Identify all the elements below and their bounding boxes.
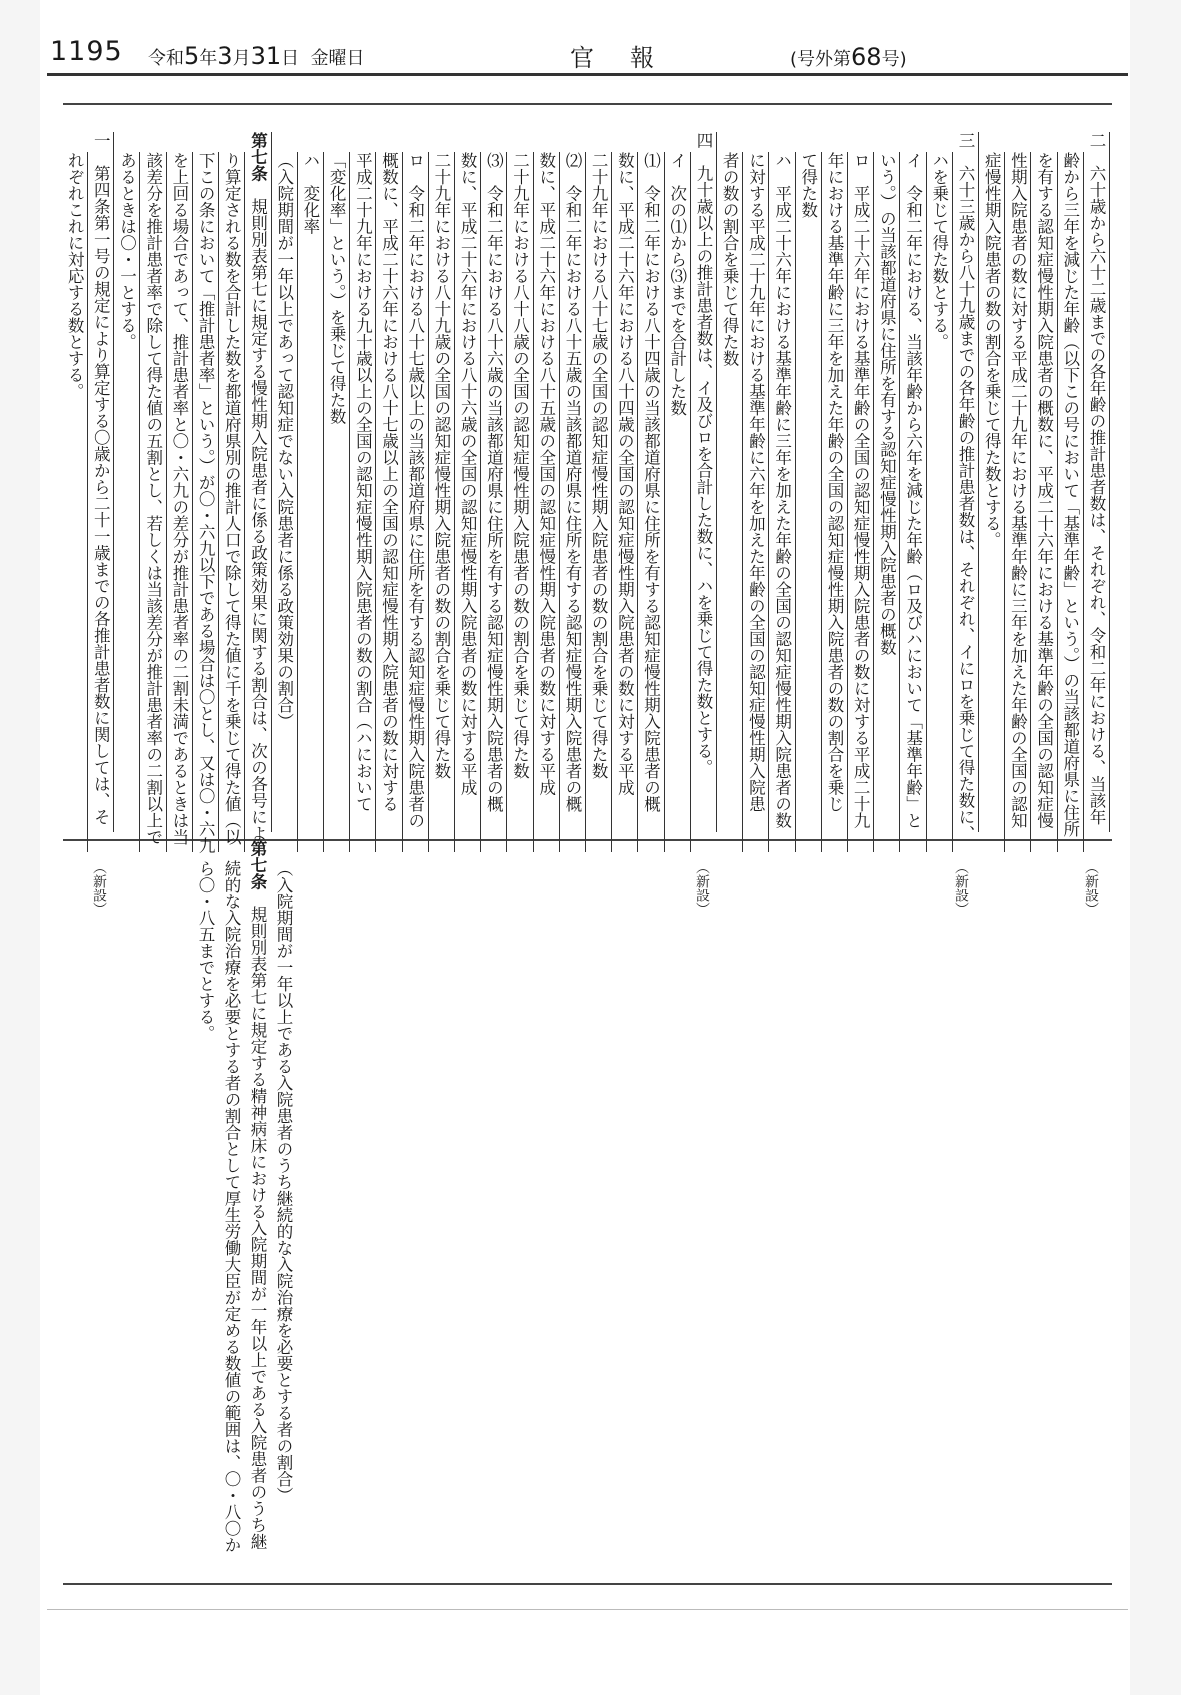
item-label: ハ — [772, 152, 792, 169]
text-column — [480, 152, 506, 852]
item-label: ロ — [851, 152, 871, 169]
column-text: 概数に、平成二十六年における八十七歳以上の全国の認知症慢性期入院患者の数に対する — [379, 152, 399, 812]
column-text: 齢から三年を減じた年齢（以下この号において「基準年齢」という。）の当該都道府県に住所 — [1060, 152, 1080, 837]
text-column — [952, 132, 978, 842]
text-column — [192, 152, 218, 852]
item-label: イ — [667, 152, 687, 169]
column-text: 下この条において「推計患者率」という。）が〇・六九以下である場合は〇とし、又は〇・六九 — [196, 152, 216, 854]
text-column — [926, 152, 952, 852]
text-column — [87, 132, 113, 832]
column-text: いう。）の当該都道府県に住所を有する認知症慢性期入院患者の概数 — [877, 152, 897, 656]
text-column — [244, 132, 270, 842]
table-bottom-rule — [63, 1583, 1112, 1585]
weekday: 金曜日 — [310, 48, 365, 69]
text-column — [690, 132, 716, 832]
article-text: 規則別表第七に規定する精神病床における入院期間が一年以上である入院患者のうち継 — [248, 889, 267, 1550]
new-provision-note: （新設） — [953, 860, 969, 916]
item-label: 四 — [693, 132, 713, 149]
column-text: 変化率 — [300, 168, 320, 235]
text-column — [297, 152, 323, 852]
column-text: 二十九年における八十八歳の全国の認知症慢性期入院患者の数の割合を乗じて得た数 — [510, 152, 530, 779]
column-text: て得た数 — [798, 152, 818, 218]
column-text: 数に、平成二十六年における八十四歳の全国の認知症慢性期入院患者の数に対する平成 — [615, 152, 635, 796]
column-text: 症慢性期入院患者の数の割合を乗じて得た数とする。 — [982, 152, 1002, 548]
article-7-line — [244, 840, 270, 1550]
text-column — [847, 152, 873, 852]
column-text: 六十三歳から八十九歳までの各年齢の推計患者数は、それぞれ、イにロを乗じて得た数に、 — [955, 148, 975, 842]
text-column — [559, 152, 585, 852]
text-column — [873, 152, 899, 852]
text-column — [1004, 152, 1030, 852]
column-text: 平成二十九年における九十歳以上の全国の認知症慢性期入院患者の数の割合（ハにおいて — [353, 152, 373, 812]
text-column — [742, 152, 768, 852]
column-text: 令和二年における八十五歳の当該都道府県に住所を有する認知症慢性期入院患者の概 — [562, 168, 582, 812]
article-7-line: ら〇・八五までとする。 — [196, 860, 215, 1042]
text-column — [795, 152, 821, 852]
text-column — [716, 152, 742, 852]
item-label: 第七条 — [248, 132, 268, 182]
column-text: に対する平成二十九年における基準年齢に六年を加えた年齢の全国の認知症慢性期入院患 — [746, 152, 766, 812]
column-text: を上回る場合であって、推計患者率と〇・六九の差分が推計患者率の二割未満であるときは当 — [169, 152, 189, 845]
item-label: ⑴ — [641, 152, 661, 169]
article-7-line: 続的な入院治療を必要とする者の割合として厚生労働大臣が定める数値の範囲は、〇・八〇か — [222, 860, 241, 1553]
item-label: 一 — [91, 132, 111, 149]
column-text: 該差分を推計患者率で除して得た値の五割とし、若しくは当該差分が推計患者率の二割以上で — [143, 152, 163, 845]
column-text: 平成二十六年における基準年齢の全国の認知症慢性期入院患者の数に対する平成二十九 — [851, 168, 871, 829]
issue-date — [148, 42, 365, 70]
item-label: ⑵ — [562, 152, 582, 169]
text-column — [506, 152, 532, 852]
item-label: ハ — [300, 152, 320, 169]
date-year-unit: 年 — [199, 48, 218, 69]
column-text: 次の⑴から⑶までを合計した数 — [667, 168, 687, 416]
date-era: 令和 — [148, 48, 184, 69]
column-text: 二十九年における八十九歳の全国の認知症慢性期入院患者の数の割合を乗じて得た数 — [431, 152, 451, 779]
column-text: 二十九年における八十七歳の全国の認知症慢性期入院患者の数の割合を乗じて得た数 — [589, 152, 609, 779]
text-column — [113, 152, 139, 852]
date-month: 3 — [217, 42, 233, 70]
text-column — [1083, 132, 1109, 832]
new-provision-note: （新設） — [91, 860, 107, 916]
column-text: 規則別表第七に規定する慢性期入院患者に係る政策効果に関する割合は、次の各号によ — [248, 181, 268, 842]
text-column — [271, 152, 297, 852]
text-column — [637, 152, 663, 852]
column-text: あるときは〇・一とする。 — [117, 152, 137, 350]
text-column — [533, 152, 559, 852]
item-label: 二 — [1087, 132, 1106, 149]
item-label: ロ — [405, 152, 425, 169]
column-text: 数に、平成二十六年における八十五歳の全国の認知症慢性期入院患者の数に対する平成 — [536, 152, 556, 796]
column-text: 者の数の割合を乗じて得た数 — [720, 152, 740, 367]
text-column — [454, 152, 480, 852]
new-provision-note: （新設） — [1083, 860, 1099, 916]
item-label: 三 — [955, 132, 975, 149]
text-column — [218, 152, 244, 852]
new-provision-note: （新設） — [694, 860, 710, 916]
text-column — [585, 152, 611, 852]
text-column — [821, 152, 847, 852]
column-text: 令和二年における、当該年齢から六年を減じた年齢（ロ及びハにおいて「基準年齢」と — [903, 168, 923, 829]
text-column — [61, 152, 87, 852]
column-text: 六十歳から六十二歳までの各年齢の推計患者数は、それぞれ、令和二年における、当該年 — [1087, 148, 1106, 825]
text-column — [768, 152, 794, 852]
revised-text-section — [61, 132, 1109, 854]
text-column — [1057, 152, 1083, 852]
column-text: 九十歳以上の推計患者数は、イ及びロを合計した数に、ハを乗じて得た数とする。 — [693, 148, 713, 776]
column-text: を有する認知症慢性期入院患者の概数に、平成二十六年における基準年齢の全国の認知症慢 — [1034, 152, 1054, 829]
column-text: り算定される数を合計した数を都道府県別の推計人口で除して得た値に千を乗じて得た値（以 — [222, 152, 242, 845]
text-column — [402, 152, 428, 852]
text-column — [1030, 152, 1056, 852]
column-text: 令和二年における八十六歳の当該都道府県に住所を有する認知症慢性期入院患者の概 — [484, 168, 504, 812]
column-text: 年における基準年齢に三年を加えた年齢の全国の認知症慢性期入院患者の数の割合を乗じ — [824, 152, 844, 812]
header-rule — [47, 73, 1128, 76]
item-label: イ — [903, 152, 923, 169]
item-label: ⑶ — [484, 152, 504, 169]
text-column — [611, 152, 637, 852]
column-text: ハを乗じて得た数とする。 — [929, 152, 949, 350]
text-column — [349, 152, 375, 852]
issue-suffix: 号) — [881, 49, 907, 70]
text-column — [978, 152, 1004, 852]
article-heading: （入院期間が一年以上である入院患者のうち継続的な入院治療を必要とする者の割合） — [274, 860, 293, 1504]
column-text: 第四条第一号の規定により算定する〇歳から二十一歳までの各推計患者数に関しては、そ — [91, 148, 111, 825]
column-text: （入院期間が一年以上であって認知症でない入院患者に係る政策効果の割合） — [274, 152, 294, 730]
column-text: 令和二年における八十七歳以上の当該都道府県に住所を有する認知症慢性期入院患者の — [405, 168, 425, 829]
article-label: 第七条 — [248, 840, 267, 890]
footer-rule — [47, 1609, 1128, 1610]
text-column — [323, 152, 349, 852]
text-column — [375, 152, 401, 852]
date-day-unit: 日 — [281, 48, 300, 69]
column-text: れぞれこれに対応する数とする。 — [65, 152, 85, 400]
page-number: 1195 — [50, 36, 123, 67]
date-year: 5 — [184, 42, 200, 70]
text-column — [166, 152, 192, 852]
text-column — [899, 152, 925, 852]
text-column — [139, 152, 165, 852]
gazette-title-1: 官 — [570, 44, 594, 72]
issue-prefix: (号外第 — [790, 49, 852, 70]
issue-number — [790, 43, 907, 71]
issue-number-value: 68 — [851, 43, 882, 71]
date-day: 31 — [250, 42, 282, 70]
text-column — [428, 152, 454, 852]
column-text: 性期入院患者の数に対する平成二十九年における基準年齢に三年を加えた年齢の全国の認知 — [1008, 152, 1028, 829]
page-header — [0, 36, 1181, 72]
gazette-title-2: 報 — [630, 44, 654, 72]
column-text: 令和二年における八十四歳の当該都道府県に住所を有する認知症慢性期入院患者の概 — [641, 168, 661, 812]
text-column — [664, 152, 690, 852]
column-text: 「変化率」という。）を乗じて得た数 — [327, 152, 347, 425]
column-text: 平成二十六年における基準年齢に三年を加えた年齢の全国の認知症慢性期入院患者の数 — [772, 168, 792, 829]
date-month-unit: 月 — [232, 48, 251, 69]
table-top-rule — [63, 103, 1112, 105]
column-text: 数に、平成二十六年における八十六歳の全国の認知症慢性期入院患者の数に対する平成 — [458, 152, 478, 796]
